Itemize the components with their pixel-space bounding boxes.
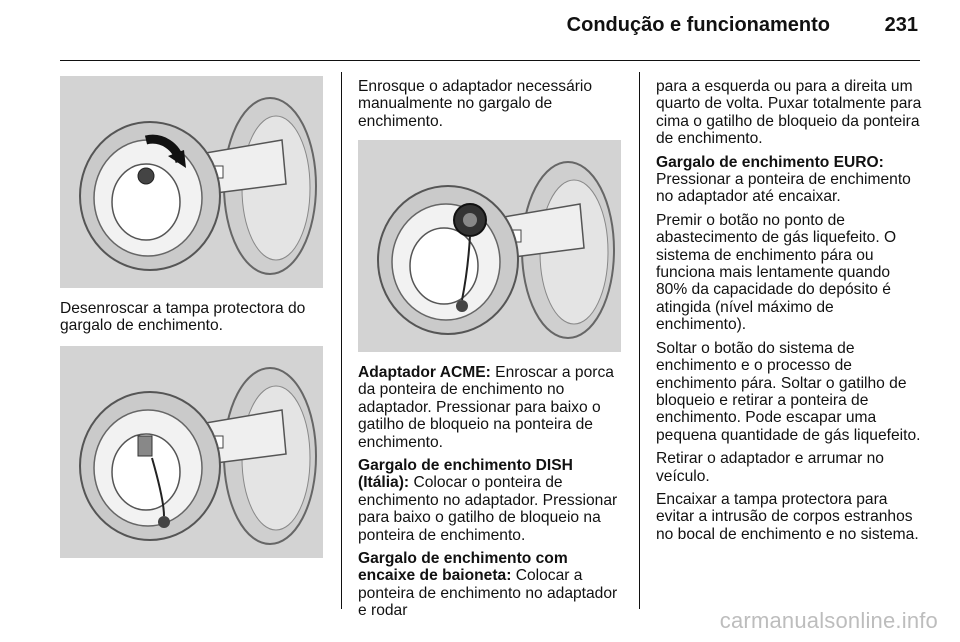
dish-paragraph [358,457,623,544]
column-divider [639,72,640,609]
remove-adapter-paragraph: Retirar o adaptador e arrumar no veículo. [656,450,884,485]
release-button-paragraph: Soltar o botão do sistema de enchimento e o processo de enchimento pára. Soltar o gatilho de bloqueio e retirar a ponteira de enchimento. Pode escapar uma pequena quantidade de gás liquefeito. [656,339,921,444]
bayonet-label: Gargalo de enchimento com encaixe de baioneta: [358,550,568,585]
euro-paragraph [656,154,924,206]
dish-text: Colocar o ponteira de enchimento no adaptador. Pressionar para baixo o gatilho de bloqueio na ponteira de enchimento. [358,474,618,544]
page-header-title: Condução e funcionamento [566,14,830,36]
dish-label: Gargalo de enchimento DISH (Itália): [358,457,573,492]
bayonet-text: Colocar a ponteira de enchimento no adaptador e rodar [358,567,618,620]
acme-label: Adaptador ACME: [358,364,491,381]
watermark: carmanualsonline.info [719,608,938,633]
press-button-paragraph: Premir o botão no ponto de abastecimento de gás liquefeito. O sistema de enchimento pára ou funciona mais lentamente quando 80% da capacidade do depósito é atingida (nível máximo de enchimento). [656,211,897,334]
column-2-instructions [358,364,623,626]
fuel-filler-cap-unscrew-illustration [60,76,323,288]
caption-unscrew-cap [60,300,325,341]
fuel-filler-adapter-screwed-illustration [358,140,621,352]
bayonet-paragraph [358,550,623,620]
acme-paragraph [358,364,623,451]
column-2-text [358,78,623,136]
fuel-filler-adapter-illustration [60,346,323,558]
euro-text: Pressionar a ponteira de enchimento no adaptador até encaixar. [656,171,911,206]
euro-label: Gargalo de enchimento EURO: [656,153,884,171]
page-number: 231 [884,14,918,36]
acme-text: Enroscar a porca da ponteira de enchimento no adaptador. Pressionar para baixo o gatilho de bloqueio na ponteira de enchimento. [358,364,614,451]
column-divider [341,72,342,609]
fit-cap-paragraph: Encaixar a tampa protectora para evitar a intrusão de corpos estranhos no bocal de enchimento e no sistema. [656,490,919,543]
caption-text: Desenroscar a tampa protectora do gargalo de enchimento. [60,300,306,335]
column-3-text [656,78,924,549]
continued-paragraph: para a esquerda ou para a direita um quarto de volta. Puxar totalmente para cima o gatilho de bloqueio da ponteira de enchimento. [656,78,922,148]
intro-paragraph: Enrosque o adaptador necessário manualmente no gargalo de enchimento. [358,78,593,130]
header-divider [60,60,920,61]
